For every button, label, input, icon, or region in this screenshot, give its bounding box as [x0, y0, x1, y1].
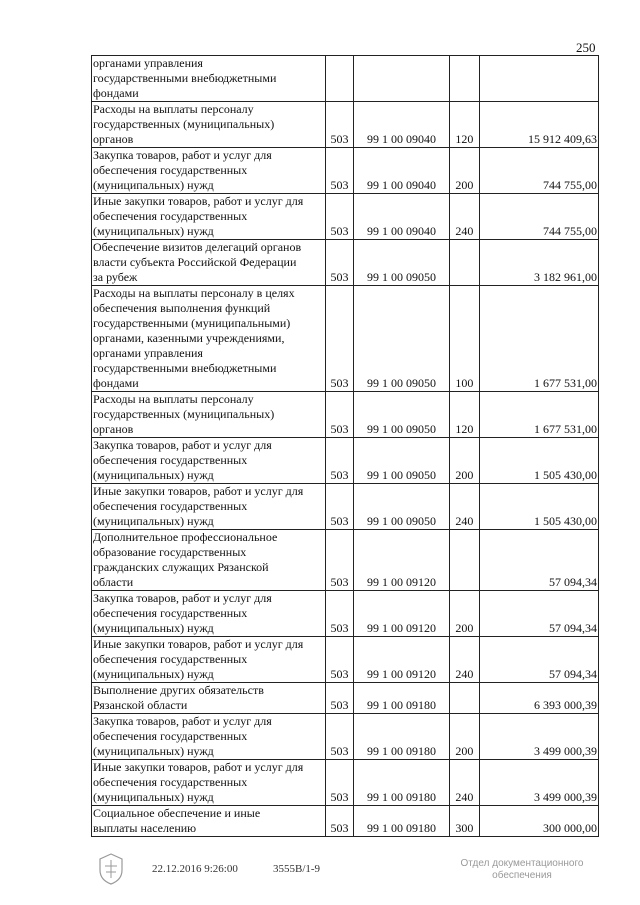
amount-cell: 3 182 961,00	[480, 240, 599, 286]
amount-cell: 15 912 409,63	[480, 102, 599, 148]
expense-name-cell	[92, 484, 326, 530]
section-cell: 503	[325, 637, 353, 683]
expense-type-cell: 240	[449, 194, 479, 240]
expense-type-cell: 240	[449, 637, 479, 683]
expense-name-line: органами управления	[93, 56, 203, 70]
expense-name-cell	[92, 806, 326, 837]
amount-cell: 744 755,00	[480, 148, 599, 194]
expense-name-cell	[92, 102, 326, 148]
expense-name-line: Дополнительное профессиональное	[93, 530, 278, 544]
department-stamp	[452, 858, 592, 882]
expense-name-line: (муниципальных) нужд	[93, 790, 214, 804]
section-cell: 503	[325, 683, 353, 714]
budget-table-body	[92, 56, 599, 837]
amount-cell	[480, 56, 599, 102]
expense-name-cell	[92, 591, 326, 637]
amount-cell: 744 755,00	[480, 194, 599, 240]
expense-name-line: органов	[93, 422, 134, 436]
expense-name-cell	[92, 714, 326, 760]
expense-type-cell	[449, 530, 479, 591]
coat-of-arms-icon	[96, 852, 126, 886]
target-code-cell: 99 1 00 09120	[354, 591, 450, 637]
expense-type-cell: 200	[449, 148, 479, 194]
expense-name-line: государственных (муниципальных)	[93, 407, 275, 421]
target-code-cell: 99 1 00 09050	[354, 286, 450, 392]
target-code-cell: 99 1 00 09040	[354, 148, 450, 194]
expense-name-cell	[92, 438, 326, 484]
expense-name-line: Иные закупки товаров, работ и услуг для	[93, 484, 304, 498]
expense-type-cell: 200	[449, 438, 479, 484]
section-cell: 503	[325, 484, 353, 530]
expense-type-cell: 300	[449, 806, 479, 837]
expense-name-line: Расходы на выплаты персоналу в целях	[93, 286, 295, 300]
section-cell: 503	[325, 530, 353, 591]
target-code-cell: 99 1 00 09120	[354, 530, 450, 591]
expense-name-line: Выполнение других обязательств	[93, 683, 264, 697]
expense-name-line: обеспечения выполнения функций	[93, 301, 271, 315]
expense-type-cell: 120	[449, 392, 479, 438]
table-row	[92, 194, 599, 240]
expense-name-cell	[92, 148, 326, 194]
expense-name-line: Обеспечение визитов делегаций органов	[93, 240, 302, 254]
table-row	[92, 240, 599, 286]
expense-name-line: (муниципальных) нужд	[93, 667, 214, 681]
section-cell: 503	[325, 148, 353, 194]
expense-type-cell	[449, 56, 479, 102]
expense-name-line: Закупка товаров, работ и услуг для	[93, 148, 272, 162]
expense-name-cell	[92, 194, 326, 240]
table-row	[92, 286, 599, 392]
section-cell: 503	[325, 240, 353, 286]
expense-name-line: за рубеж	[93, 270, 138, 284]
expense-type-cell: 100	[449, 286, 479, 392]
table-row	[92, 102, 599, 148]
expense-name-line: (муниципальных) нужд	[93, 468, 214, 482]
expense-type-cell: 240	[449, 760, 479, 806]
table-row	[92, 591, 599, 637]
expense-name-cell	[92, 286, 326, 392]
expense-name-line: Социальное обеспечение и иные	[93, 806, 261, 820]
expense-type-cell	[449, 240, 479, 286]
section-cell: 503	[325, 806, 353, 837]
target-code-cell: 99 1 00 09180	[354, 806, 450, 837]
table-row	[92, 148, 599, 194]
table-row	[92, 637, 599, 683]
table-row	[92, 760, 599, 806]
target-code-cell: 99 1 00 09180	[354, 760, 450, 806]
expense-name-line: государственных (муниципальных)	[93, 117, 275, 131]
expense-name-line: органами, казенными учреждениями,	[93, 331, 285, 345]
target-code-cell: 99 1 00 09050	[354, 392, 450, 438]
target-code-cell: 99 1 00 09050	[354, 240, 450, 286]
section-cell: 503	[325, 102, 353, 148]
expense-name-cell	[92, 683, 326, 714]
footer-document-number: 3555В/1-9	[273, 863, 321, 875]
amount-cell: 1 505 430,00	[480, 438, 599, 484]
expense-name-line: государственными внебюджетными	[93, 361, 277, 375]
table-row	[92, 392, 599, 438]
expense-name-line: Рязанской области	[93, 698, 188, 712]
expense-name-line: органов	[93, 132, 134, 146]
amount-cell: 300 000,00	[480, 806, 599, 837]
expense-type-cell: 200	[449, 714, 479, 760]
expense-name-line: области	[93, 575, 134, 589]
section-cell	[325, 56, 353, 102]
expense-name-line: фондами	[93, 86, 139, 100]
table-row	[92, 56, 599, 102]
expense-name-line: обеспечения государственных	[93, 606, 248, 620]
target-code-cell: 99 1 00 09180	[354, 683, 450, 714]
expense-type-cell: 120	[449, 102, 479, 148]
expense-name-line: власти субъекта Российской Федерации	[93, 255, 297, 269]
amount-cell: 57 094,34	[480, 530, 599, 591]
expense-name-line: обеспечения государственных	[93, 499, 248, 513]
table-row	[92, 806, 599, 837]
amount-cell: 3 499 000,39	[480, 760, 599, 806]
expense-name-line: Иные закупки товаров, работ и услуг для	[93, 760, 304, 774]
expense-name-line: гражданских служащих Рязанской	[93, 560, 269, 574]
expense-name-line: государственными (муниципальными)	[93, 316, 291, 330]
expense-name-line: Расходы на выплаты персоналу	[93, 392, 254, 406]
expense-name-cell	[92, 637, 326, 683]
expense-name-line: (муниципальных) нужд	[93, 178, 214, 192]
target-code-cell: 99 1 00 09050	[354, 484, 450, 530]
amount-cell: 1 505 430,00	[480, 484, 599, 530]
page-number: 250	[576, 40, 596, 55]
expense-name-line: обеспечения государственных	[93, 775, 248, 789]
amount-cell: 6 393 000,39	[480, 683, 599, 714]
expense-name-line: образование государственных	[93, 545, 247, 559]
expense-type-cell	[449, 683, 479, 714]
footer-date: 22.12.2016 9:26:00	[152, 863, 238, 875]
expense-name-line: (муниципальных) нужд	[93, 514, 214, 528]
target-code-cell: 99 1 00 09050	[354, 438, 450, 484]
expense-name-line: органами управления	[93, 346, 203, 360]
expense-name-cell	[92, 530, 326, 591]
section-cell: 503	[325, 286, 353, 392]
expense-name-line: Иные закупки товаров, работ и услуг для	[93, 194, 304, 208]
section-cell: 503	[325, 714, 353, 760]
expense-name-line: Закупка товаров, работ и услуг для	[93, 591, 272, 605]
table-row	[92, 438, 599, 484]
expense-name-cell	[92, 240, 326, 286]
target-code-cell: 99 1 00 09120	[354, 637, 450, 683]
expense-name-cell	[92, 760, 326, 806]
amount-cell: 3 499 000,39	[480, 714, 599, 760]
expense-name-line: обеспечения государственных	[93, 729, 248, 743]
section-cell: 503	[325, 194, 353, 240]
expense-name-line: Иные закупки товаров, работ и услуг для	[93, 637, 304, 651]
expense-name-line: обеспечения государственных	[93, 453, 248, 467]
expense-name-line: обеспечения государственных	[93, 209, 248, 223]
expense-name-line: выплаты населению	[93, 821, 197, 835]
expense-name-line: обеспечения государственных	[93, 163, 248, 177]
expense-name-line: Закупка товаров, работ и услуг для	[93, 714, 272, 728]
table-row	[92, 530, 599, 591]
expense-name-line: (муниципальных) нужд	[93, 744, 214, 758]
section-cell: 503	[325, 438, 353, 484]
expense-name-line: фондами	[93, 376, 139, 390]
amount-cell: 1 677 531,00	[480, 286, 599, 392]
expense-name-line: Закупка товаров, работ и услуг для	[93, 438, 272, 452]
amount-cell: 1 677 531,00	[480, 392, 599, 438]
table-row	[92, 714, 599, 760]
expense-name-cell	[92, 56, 326, 102]
table-row	[92, 484, 599, 530]
expense-type-cell: 200	[449, 591, 479, 637]
expense-name-line: Расходы на выплаты персоналу	[93, 102, 254, 116]
amount-cell: 57 094,34	[480, 637, 599, 683]
table-row	[92, 683, 599, 714]
target-code-cell: 99 1 00 09040	[354, 102, 450, 148]
expense-name-line: (муниципальных) нужд	[93, 621, 214, 635]
expense-name-line: обеспечения государственных	[93, 652, 248, 666]
expense-name-cell	[92, 392, 326, 438]
section-cell: 503	[325, 392, 353, 438]
amount-cell: 57 094,34	[480, 591, 599, 637]
stamp-line: обеспечения	[492, 870, 552, 881]
section-cell: 503	[325, 591, 353, 637]
expense-name-line: (муниципальных) нужд	[93, 224, 214, 238]
stamp-line: Отдел документационного	[460, 858, 584, 869]
expense-name-line: государственными внебюджетными	[93, 71, 277, 85]
expense-type-cell: 240	[449, 484, 479, 530]
target-code-cell	[354, 56, 450, 102]
budget-table	[91, 55, 599, 837]
section-cell: 503	[325, 760, 353, 806]
target-code-cell: 99 1 00 09040	[354, 194, 450, 240]
target-code-cell: 99 1 00 09180	[354, 714, 450, 760]
